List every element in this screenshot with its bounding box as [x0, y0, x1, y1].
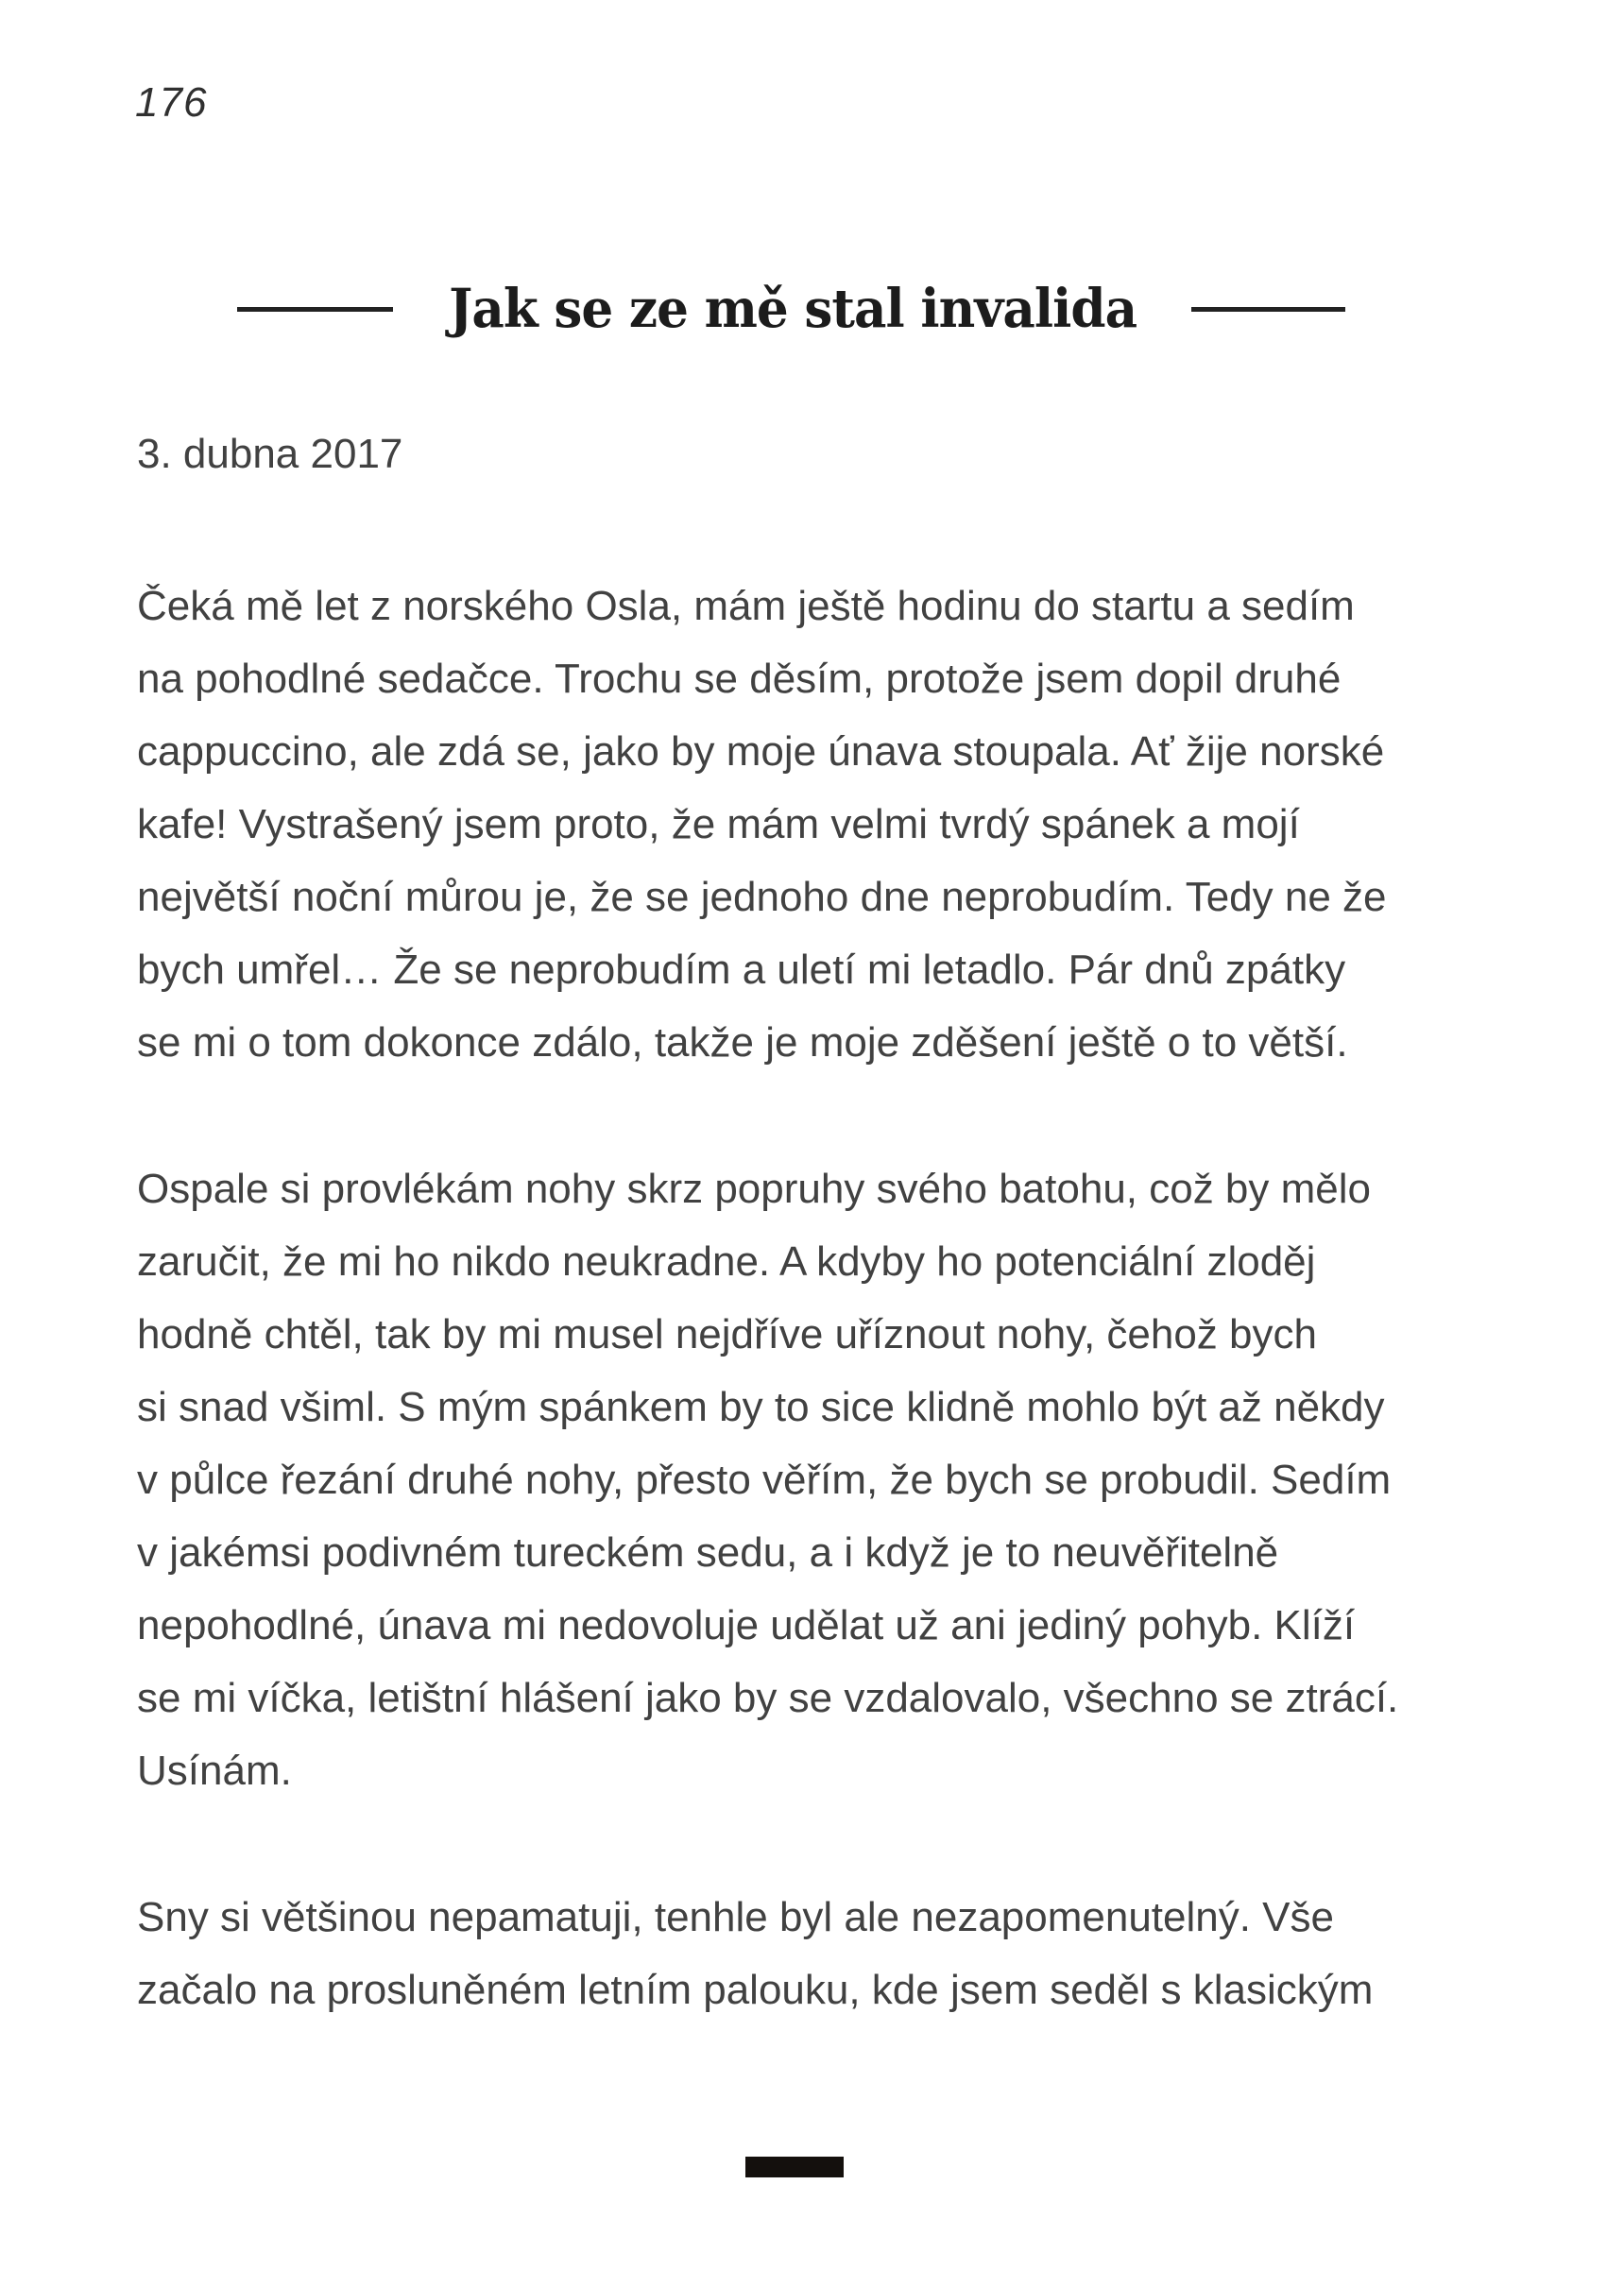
- text-line: cappuccino, ale zdá se, jako by moje únava stoupala. Ať žije norské: [137, 728, 1385, 775]
- text-line: největší noční můrou je, že se jednoho dne neprobudím. Tedy ne že: [137, 874, 1387, 920]
- text-line: si snad všiml. S mým spánkem by to sice klidně mohlo být až někdy: [137, 1384, 1385, 1430]
- title-rule-left: [237, 307, 393, 312]
- text-line: v půlce řezání druhé nohy, přesto věřím, že bych se probudil. Sedím: [137, 1457, 1392, 1503]
- body-text: [137, 570, 1573, 2026]
- title-rule-right: [1191, 307, 1345, 312]
- paragraph-3: [137, 1881, 1573, 2026]
- text-line: začalo na prosluněném letním palouku, kde jsem seděl s klasickým: [137, 1967, 1374, 2013]
- text-line: Čeká mě let z norského Osla, mám ještě hodinu do startu a sedím: [137, 583, 1355, 629]
- text-line: zaručit, že mi ho nikdo neukradne. A kdyby ho potenciální zloděj: [137, 1238, 1316, 1285]
- text-line: v jakémsi podivném tureckém sedu, a i když je to neuvěřitelně: [137, 1529, 1279, 1576]
- chapter-title: Jak se ze mě stal invalida: [449, 278, 1137, 340]
- text-line: kafe! Vystrašený jsem proto, že mám velmi tvrdý spánek a mojí: [137, 801, 1300, 847]
- text-line: se mi o tom dokonce zdálo, takže je moje zděšení ještě o to větší.: [137, 1019, 1348, 1066]
- text-line: hodně chtěl, tak by mi musel nejdříve uříznout nohy, čehož bych: [137, 1311, 1317, 1357]
- text-line: Sny si většinou nepamatuji, tenhle byl ale nezapomenutelný. Vše: [137, 1894, 1334, 1940]
- chapter-title-row: [0, 278, 1603, 340]
- text-line: se mi víčka, letištní hlášení jako by se vzdalovalo, všechno se ztrácí.: [137, 1675, 1399, 1721]
- page-number: 176: [135, 79, 208, 126]
- text-line: nepohodlné, únava mi nedovoluje udělat už ani jediný pohyb. Klíží: [137, 1602, 1356, 1648]
- text-line: Ospale si provlékám nohy skrz popruhy svého batohu, což by mělo: [137, 1166, 1371, 1212]
- paragraph-2: [137, 1152, 1573, 1807]
- text-line: na pohodlné sedačce. Trochu se děsím, protože jsem dopil druhé: [137, 656, 1342, 702]
- entry-date: 3. dubna 2017: [137, 431, 403, 477]
- paragraph-1: [137, 570, 1573, 1079]
- chapter-end-black-block: [745, 2157, 844, 2177]
- text-line: bych umřel… Že se neprobudím a uletí mi letadlo. Pár dnů zpátky: [137, 947, 1346, 993]
- text-line: Usínám.: [137, 1748, 292, 1794]
